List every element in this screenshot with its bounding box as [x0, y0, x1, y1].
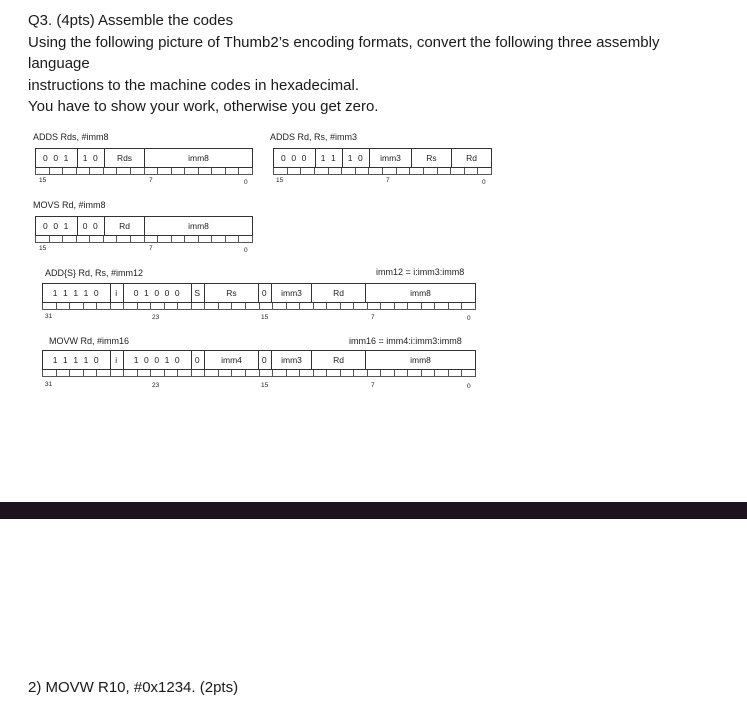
bit-tick: [56, 303, 57, 309]
bit-tick: [198, 168, 199, 174]
bit-ticks: [273, 168, 492, 178]
add-imm12-register: [42, 283, 476, 303]
bit-tick: [62, 168, 63, 174]
question-line: language: [28, 55, 90, 72]
adds-imm3-register: [273, 148, 492, 168]
bit-tick: [238, 168, 239, 174]
bit-tick: [340, 370, 341, 376]
question-line: instructions to the machine codes in hexadecimal.: [28, 76, 360, 94]
bit-tick: [83, 303, 84, 309]
bit-tick: [245, 370, 246, 376]
s-bit-field: S: [192, 284, 205, 302]
bit-tick: [477, 168, 478, 174]
imm4-field: imm4: [205, 351, 259, 369]
i-bit-field: i: [111, 284, 124, 302]
bit-tick: [448, 370, 449, 376]
bit-tick: [225, 168, 226, 174]
bit-tick: [123, 370, 124, 376]
bit-tick: [69, 303, 70, 309]
bit-number: 15: [261, 314, 269, 321]
adds-imm3-title: ADDS Rd, Rs, #imm3: [270, 132, 358, 142]
bit-number: 31: [45, 381, 53, 388]
bit-number: 7: [149, 245, 153, 252]
imm8-field: imm8: [410, 355, 431, 365]
tick-baseline: [42, 309, 476, 310]
opcode-field: 1 1 1 1 0: [43, 284, 111, 302]
bit-tick: [96, 303, 97, 309]
bit-tick: [123, 303, 124, 309]
bit-tick: [382, 168, 383, 174]
bit-tick: [184, 168, 185, 174]
bit-tick: [299, 370, 300, 376]
bit-tick: [177, 303, 178, 309]
bit-tick: [353, 303, 354, 309]
bit-tick: [157, 168, 158, 174]
bit-number: 0: [244, 247, 248, 254]
movw-imm16-register: [42, 350, 476, 370]
bit-number: 15: [39, 177, 47, 184]
bit-tick: [35, 236, 36, 242]
bit-tick: [218, 370, 219, 376]
bit-tick: [103, 236, 104, 242]
bit-tick: [150, 303, 151, 309]
bit-tick: [211, 236, 212, 242]
bit-tick: [407, 370, 408, 376]
i-bit-field: i: [111, 351, 124, 369]
bit-tick: [461, 370, 462, 376]
zero-bit-field: 0: [259, 351, 272, 369]
bit-number: 7: [149, 177, 153, 184]
imm12-formula: imm12 = i:imm3:imm8: [376, 267, 465, 277]
bit-tick: [353, 370, 354, 376]
bit-number: 15: [276, 177, 284, 184]
bit-tick: [144, 168, 145, 174]
bit-tick: [367, 303, 368, 309]
bit-tick: [35, 168, 36, 174]
rd-field: Rd: [105, 217, 145, 235]
bit-tick: [225, 236, 226, 242]
opcode-field: 1 0 0 1 0: [124, 351, 192, 369]
bit-tick: [396, 168, 397, 174]
movs-imm8-title: MOVS Rd, #imm8: [33, 200, 106, 210]
bit-number: 7: [371, 314, 375, 321]
bit-number: 7: [371, 382, 375, 389]
bit-tick: [450, 168, 451, 174]
imm3-field: imm3: [370, 149, 412, 167]
bit-ticks: [42, 303, 476, 313]
opcode-field: 1 1: [316, 149, 343, 167]
bit-tick: [461, 303, 462, 309]
movs-imm8-register: [35, 216, 253, 236]
bit-tick: [300, 168, 301, 174]
bit-tick: [328, 168, 329, 174]
bit-ticks: [35, 168, 253, 178]
bit-tick: [394, 303, 395, 309]
opcode-field: 1 0: [343, 149, 370, 167]
bit-number: 23: [152, 314, 160, 321]
bit-tick: [475, 303, 476, 309]
add-imm12-title: ADD{S} Rd, Rs, #imm12: [45, 268, 144, 278]
imm8-field: imm8: [188, 221, 209, 231]
bit-tick: [245, 303, 246, 309]
rd-field: Rd: [312, 284, 366, 302]
bit-tick: [368, 168, 369, 174]
bit-tick: [76, 168, 77, 174]
bit-tick: [144, 236, 145, 242]
bit-tick: [177, 370, 178, 376]
bit-tick: [252, 168, 253, 174]
bit-tick: [299, 303, 300, 309]
opcode-field: 1 0: [78, 149, 105, 167]
bit-number: 0: [467, 383, 471, 390]
bit-tick: [423, 168, 424, 174]
bit-tick: [164, 303, 165, 309]
rs-field: Rs: [412, 149, 452, 167]
rd-field: Rd: [312, 351, 366, 369]
bit-tick: [42, 303, 43, 309]
bit-tick: [218, 303, 219, 309]
tick-baseline: [35, 242, 253, 243]
bit-number: 7: [386, 177, 390, 184]
bit-ticks: [35, 236, 253, 246]
opcode-field: 0 0: [78, 217, 105, 235]
bit-tick: [137, 370, 138, 376]
imm16-formula: imm16 = imm4:i:imm3:imm8: [349, 336, 462, 346]
bit-tick: [409, 168, 410, 174]
bit-tick: [49, 236, 50, 242]
bit-tick: [355, 168, 356, 174]
imm3-field: imm3: [272, 351, 312, 369]
opcode-field: 0 1 0 0 0: [124, 284, 192, 302]
bit-tick: [326, 303, 327, 309]
bit-number: 0: [482, 179, 486, 186]
question-title: Q3. (4pts) Assemble the codes: [28, 12, 234, 29]
bit-tick: [238, 236, 239, 242]
bit-tick: [287, 168, 288, 174]
bit-tick: [313, 370, 314, 376]
bit-tick: [103, 168, 104, 174]
adds-imm8-title: ADDS Rds, #imm8: [33, 132, 109, 142]
bit-tick: [491, 168, 492, 174]
bit-tick: [272, 370, 273, 376]
bit-tick: [171, 168, 172, 174]
bit-number: 0: [244, 179, 248, 186]
bit-tick: [83, 370, 84, 376]
bit-tick: [171, 236, 172, 242]
imm8-field: imm8: [410, 288, 431, 298]
bit-tick: [184, 236, 185, 242]
bit-tick: [56, 370, 57, 376]
bit-tick: [273, 168, 274, 174]
bit-tick: [464, 168, 465, 174]
imm8-field: imm8: [188, 153, 209, 163]
bit-tick: [96, 370, 97, 376]
bit-number: 23: [152, 382, 160, 389]
bit-tick: [204, 303, 205, 309]
bit-tick: [252, 236, 253, 242]
bit-tick: [367, 370, 368, 376]
bit-tick: [286, 370, 287, 376]
bit-tick: [434, 303, 435, 309]
opcode-field: 0 0 0: [274, 149, 316, 167]
rs-field: Rs: [205, 284, 259, 302]
bit-tick: [164, 370, 165, 376]
bit-tick: [116, 236, 117, 242]
bit-tick: [89, 236, 90, 242]
bit-tick: [448, 303, 449, 309]
bit-tick: [394, 370, 395, 376]
bit-tick: [110, 370, 111, 376]
bit-tick: [340, 303, 341, 309]
bit-tick: [434, 370, 435, 376]
bit-tick: [191, 370, 192, 376]
bit-number: 0: [467, 315, 471, 322]
bit-tick: [116, 168, 117, 174]
rd-field: Rd: [466, 153, 477, 163]
movw-imm16-title: MOVW Rd, #imm16: [49, 336, 130, 346]
bit-tick: [286, 303, 287, 309]
bit-tick: [341, 168, 342, 174]
bit-tick: [231, 303, 232, 309]
bit-tick: [421, 370, 422, 376]
question-text: [28, 10, 728, 118]
bit-tick: [42, 370, 43, 376]
bit-tick: [49, 168, 50, 174]
opcode-field: 1 1 1 1 0: [43, 351, 111, 369]
bit-tick: [191, 303, 192, 309]
bit-tick: [380, 303, 381, 309]
tick-baseline: [273, 174, 492, 175]
bit-number: 15: [39, 245, 47, 252]
bit-tick: [407, 303, 408, 309]
bit-number: 15: [261, 382, 269, 389]
zero-bit-field: 0: [259, 284, 272, 302]
rds-field: Rds: [105, 149, 145, 167]
bit-tick: [314, 168, 315, 174]
opcode-field: 0 0 1: [36, 217, 78, 235]
bit-tick: [475, 370, 476, 376]
bit-tick: [76, 236, 77, 242]
bit-number: 31: [45, 313, 53, 320]
bit-tick: [130, 168, 131, 174]
opcode-field: 0: [192, 351, 205, 369]
bit-tick: [437, 168, 438, 174]
bit-ticks: [42, 370, 476, 380]
opcode-field: 0 0 1: [36, 149, 78, 167]
question-line: Using the following picture of Thumb2’s encoding formats, convert the following three assembly: [28, 33, 660, 51]
bit-tick: [259, 370, 260, 376]
tick-baseline: [35, 174, 253, 175]
bit-tick: [157, 236, 158, 242]
bit-tick: [110, 303, 111, 309]
bit-tick: [259, 303, 260, 309]
bit-tick: [69, 370, 70, 376]
adds-imm8-register: [35, 148, 253, 168]
imm3-field: imm3: [272, 284, 312, 302]
bit-tick: [326, 370, 327, 376]
bit-tick: [89, 168, 90, 174]
question-line: You have to show your work, otherwise you get zero.: [28, 98, 379, 115]
bit-tick: [198, 236, 199, 242]
tick-baseline: [42, 376, 476, 377]
bit-tick: [137, 303, 138, 309]
bit-tick: [211, 168, 212, 174]
bit-tick: [231, 370, 232, 376]
bit-tick: [380, 370, 381, 376]
bit-tick: [204, 370, 205, 376]
bit-tick: [272, 303, 273, 309]
separator-bar: [0, 502, 747, 519]
bit-tick: [130, 236, 131, 242]
subquestion-text: 2) MOVW R10, #0x1234. (2pts): [28, 679, 239, 696]
bit-tick: [313, 303, 314, 309]
bit-tick: [62, 236, 63, 242]
bit-tick: [421, 303, 422, 309]
bit-tick: [150, 370, 151, 376]
